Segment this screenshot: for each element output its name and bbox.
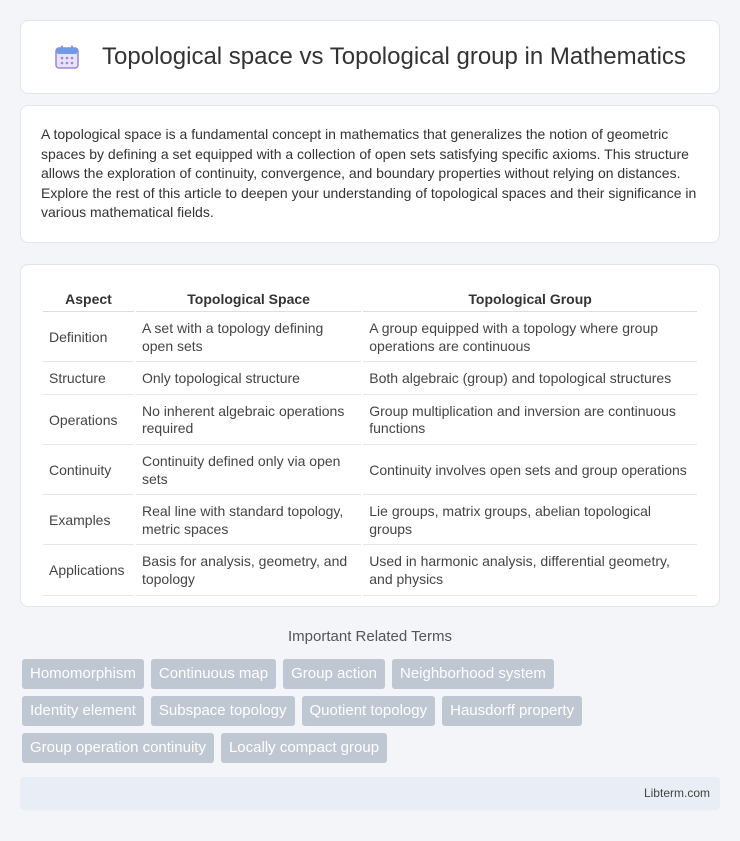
tag-locally-compact-group[interactable]: Locally compact group [221,733,387,763]
table-cell: Continuity involves open sets and group operations [363,447,697,495]
table-cell: Used in harmonic analysis, differential geometry, and physics [363,547,697,595]
table-cell: Both algebraic (group) and topological structures [363,364,697,395]
comparison-table [41,285,699,598]
table-cell: Continuity defined only via open sets [136,447,361,495]
table-cell: Only topological structure [136,364,361,395]
table-cell: A set with a topology defining open sets [136,314,361,362]
intro-paragraph: A topological space is a fundamental concept in mathematics that generalizes the notion of geometric spaces by defining a set equipped with a collection of open sets satisfying specific axioms. This structure allows the exploration of continuity, convergence, and boundary properties without relying on distances. Explore the rest of this article to deepen your understanding of topological spaces and their significance in various mathematical fields. [41,126,697,221]
tag-row [22,659,722,689]
tag-quotient-topology[interactable]: Quotient topology [302,696,436,726]
table-header-row [43,287,697,312]
table-cell: A group equipped with a topology where group operations are continuous [363,314,697,362]
table-cell: Group multiplication and inversion are continuous functions [363,397,697,445]
related-terms-list [22,659,722,770]
tag-group-action[interactable]: Group action [283,659,385,689]
table-row [43,447,697,495]
table-row [43,397,697,445]
table-cell: Applications [43,547,134,595]
table-cell: Basis for analysis, geometry, and topology [136,547,361,595]
intro-card [20,105,720,243]
table-cell: Operations [43,397,134,445]
table-row [43,314,697,362]
calendar-icon [54,44,80,70]
related-terms-title: Important Related Terms [288,628,452,645]
footer [20,777,720,810]
tag-row [22,733,722,763]
page-title: Topological space vs Topological group in Mathematics [102,43,686,70]
table-row [43,364,697,395]
tag-group-operation-continuity[interactable]: Group operation continuity [22,733,214,763]
table-cell: Real line with standard topology, metric spaces [136,497,361,545]
table-row [43,547,697,595]
table-cell: Definition [43,314,134,362]
tag-hausdorff-property[interactable]: Hausdorff property [442,696,582,726]
footer-site-link[interactable]: Libterm.com [643,786,710,800]
table-cell: Lie groups, matrix groups, abelian topological groups [363,497,697,545]
tag-row [22,696,722,726]
tag-continuous-map[interactable]: Continuous map [151,659,276,689]
tag-subspace-topology[interactable]: Subspace topology [151,696,295,726]
table-row [43,497,697,545]
table-cell: Continuity [43,447,134,495]
header-aspect: Aspect [43,287,134,312]
header-card [20,20,720,94]
comparison-table-card [20,264,720,607]
table-cell: Examples [43,497,134,545]
header-topological-space: Topological Space [136,287,361,312]
table-cell: No inherent algebraic operations required [136,397,361,445]
tag-neighborhood-system[interactable]: Neighborhood system [392,659,554,689]
tag-homomorphism[interactable]: Homomorphism [22,659,144,689]
tag-identity-element[interactable]: Identity element [22,696,144,726]
table-cell: Structure [43,364,134,395]
header-topological-group: Topological Group [363,287,697,312]
